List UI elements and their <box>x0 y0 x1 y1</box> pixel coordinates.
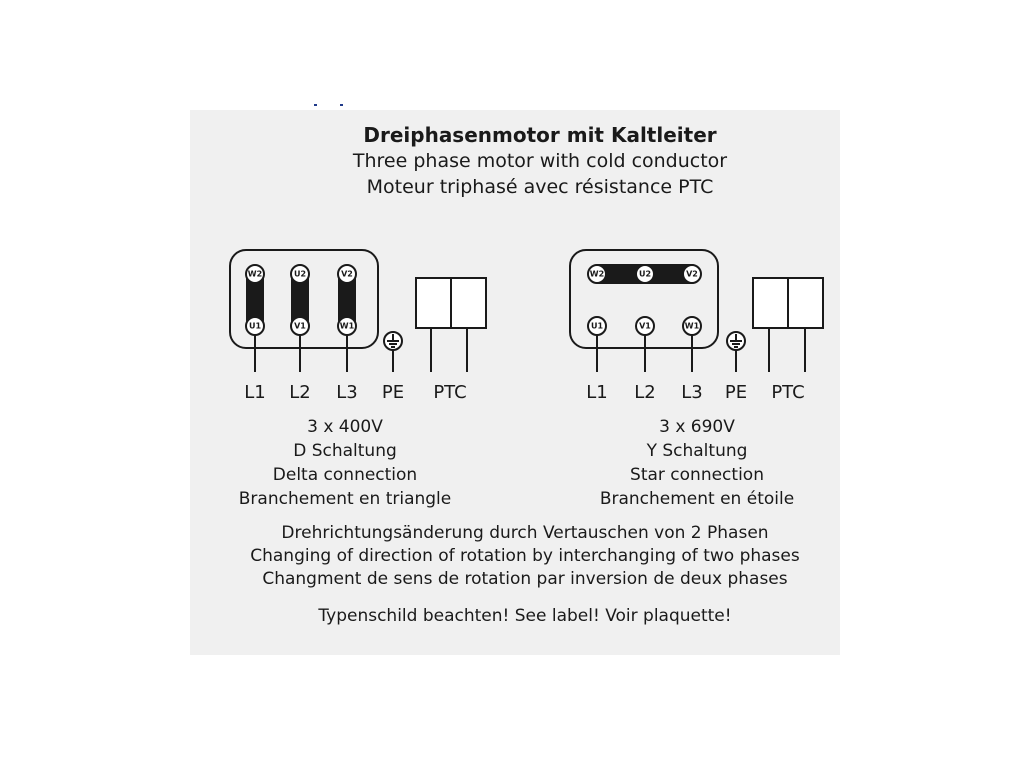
title-english: Three phase motor with cold conductor <box>352 150 728 172</box>
star-label-french: Branchement en étoile <box>599 489 795 509</box>
nameplate-note: Typenschild beachten! See label! Voir plaquette! <box>318 606 732 626</box>
star-stud-label-v2: V2 <box>686 269 698 279</box>
rotation-english: Changing of direction of rotation by interchanging of two phases <box>250 546 800 566</box>
delta-label-french: Branchement en triangle <box>238 489 452 509</box>
star-terminal-pe: PE <box>724 382 748 403</box>
delta-label-german: D Schaltung <box>293 441 397 461</box>
title-german: Dreiphasenmotor mit Kaltleiter <box>363 123 717 147</box>
star-stud-label-w1: W1 <box>684 321 700 331</box>
delta-label-english: Delta connection <box>272 465 418 485</box>
star-stud-label-v1: V1 <box>639 321 651 331</box>
delta-voltage: 3 x 400V <box>307 417 383 437</box>
delta-stud-label-w1: W1 <box>339 321 355 331</box>
delta-terminal-pe: PE <box>381 382 405 403</box>
star-stud-label-w2: W2 <box>589 269 605 279</box>
delta-terminal-ptc: PTC <box>433 382 467 403</box>
rotation-french: Changment de sens de rotation par inversion de deux phases <box>262 569 788 589</box>
star-terminal-ptc: PTC <box>771 382 805 403</box>
delta-stud-label-u2: U2 <box>293 269 307 279</box>
rotation-german: Drehrichtungsänderung durch Vertauschen von 2 Phasen <box>281 523 769 543</box>
delta-terminal-l3: L3 <box>336 382 358 403</box>
delta-connection-caption <box>215 415 475 511</box>
star-terminal-l3: L3 <box>681 382 703 403</box>
delta-terminal-l1: L1 <box>244 382 266 403</box>
delta-stud-label-v1: V1 <box>294 321 306 331</box>
delta-stud-label-u1: U1 <box>248 321 262 331</box>
delta-terminal-l2: L2 <box>289 382 311 403</box>
star-voltage: 3 x 690V <box>659 417 735 437</box>
star-terminal-l2: L2 <box>634 382 656 403</box>
star-terminal-l1: L1 <box>586 382 608 403</box>
star-connection-caption <box>567 415 827 511</box>
star-stud-label-u1: U1 <box>590 321 604 331</box>
delta-stud-label-w2: W2 <box>247 269 263 279</box>
delta-stud-label-v2: V2 <box>341 269 353 279</box>
rotation-note <box>190 522 860 628</box>
star-label-german: Y Schaltung <box>646 441 748 461</box>
star-label-english: Star connection <box>630 465 764 485</box>
star-stud-label-u2: U2 <box>638 269 652 279</box>
title-french: Moteur triphasé avec résistance PTC <box>366 176 714 198</box>
